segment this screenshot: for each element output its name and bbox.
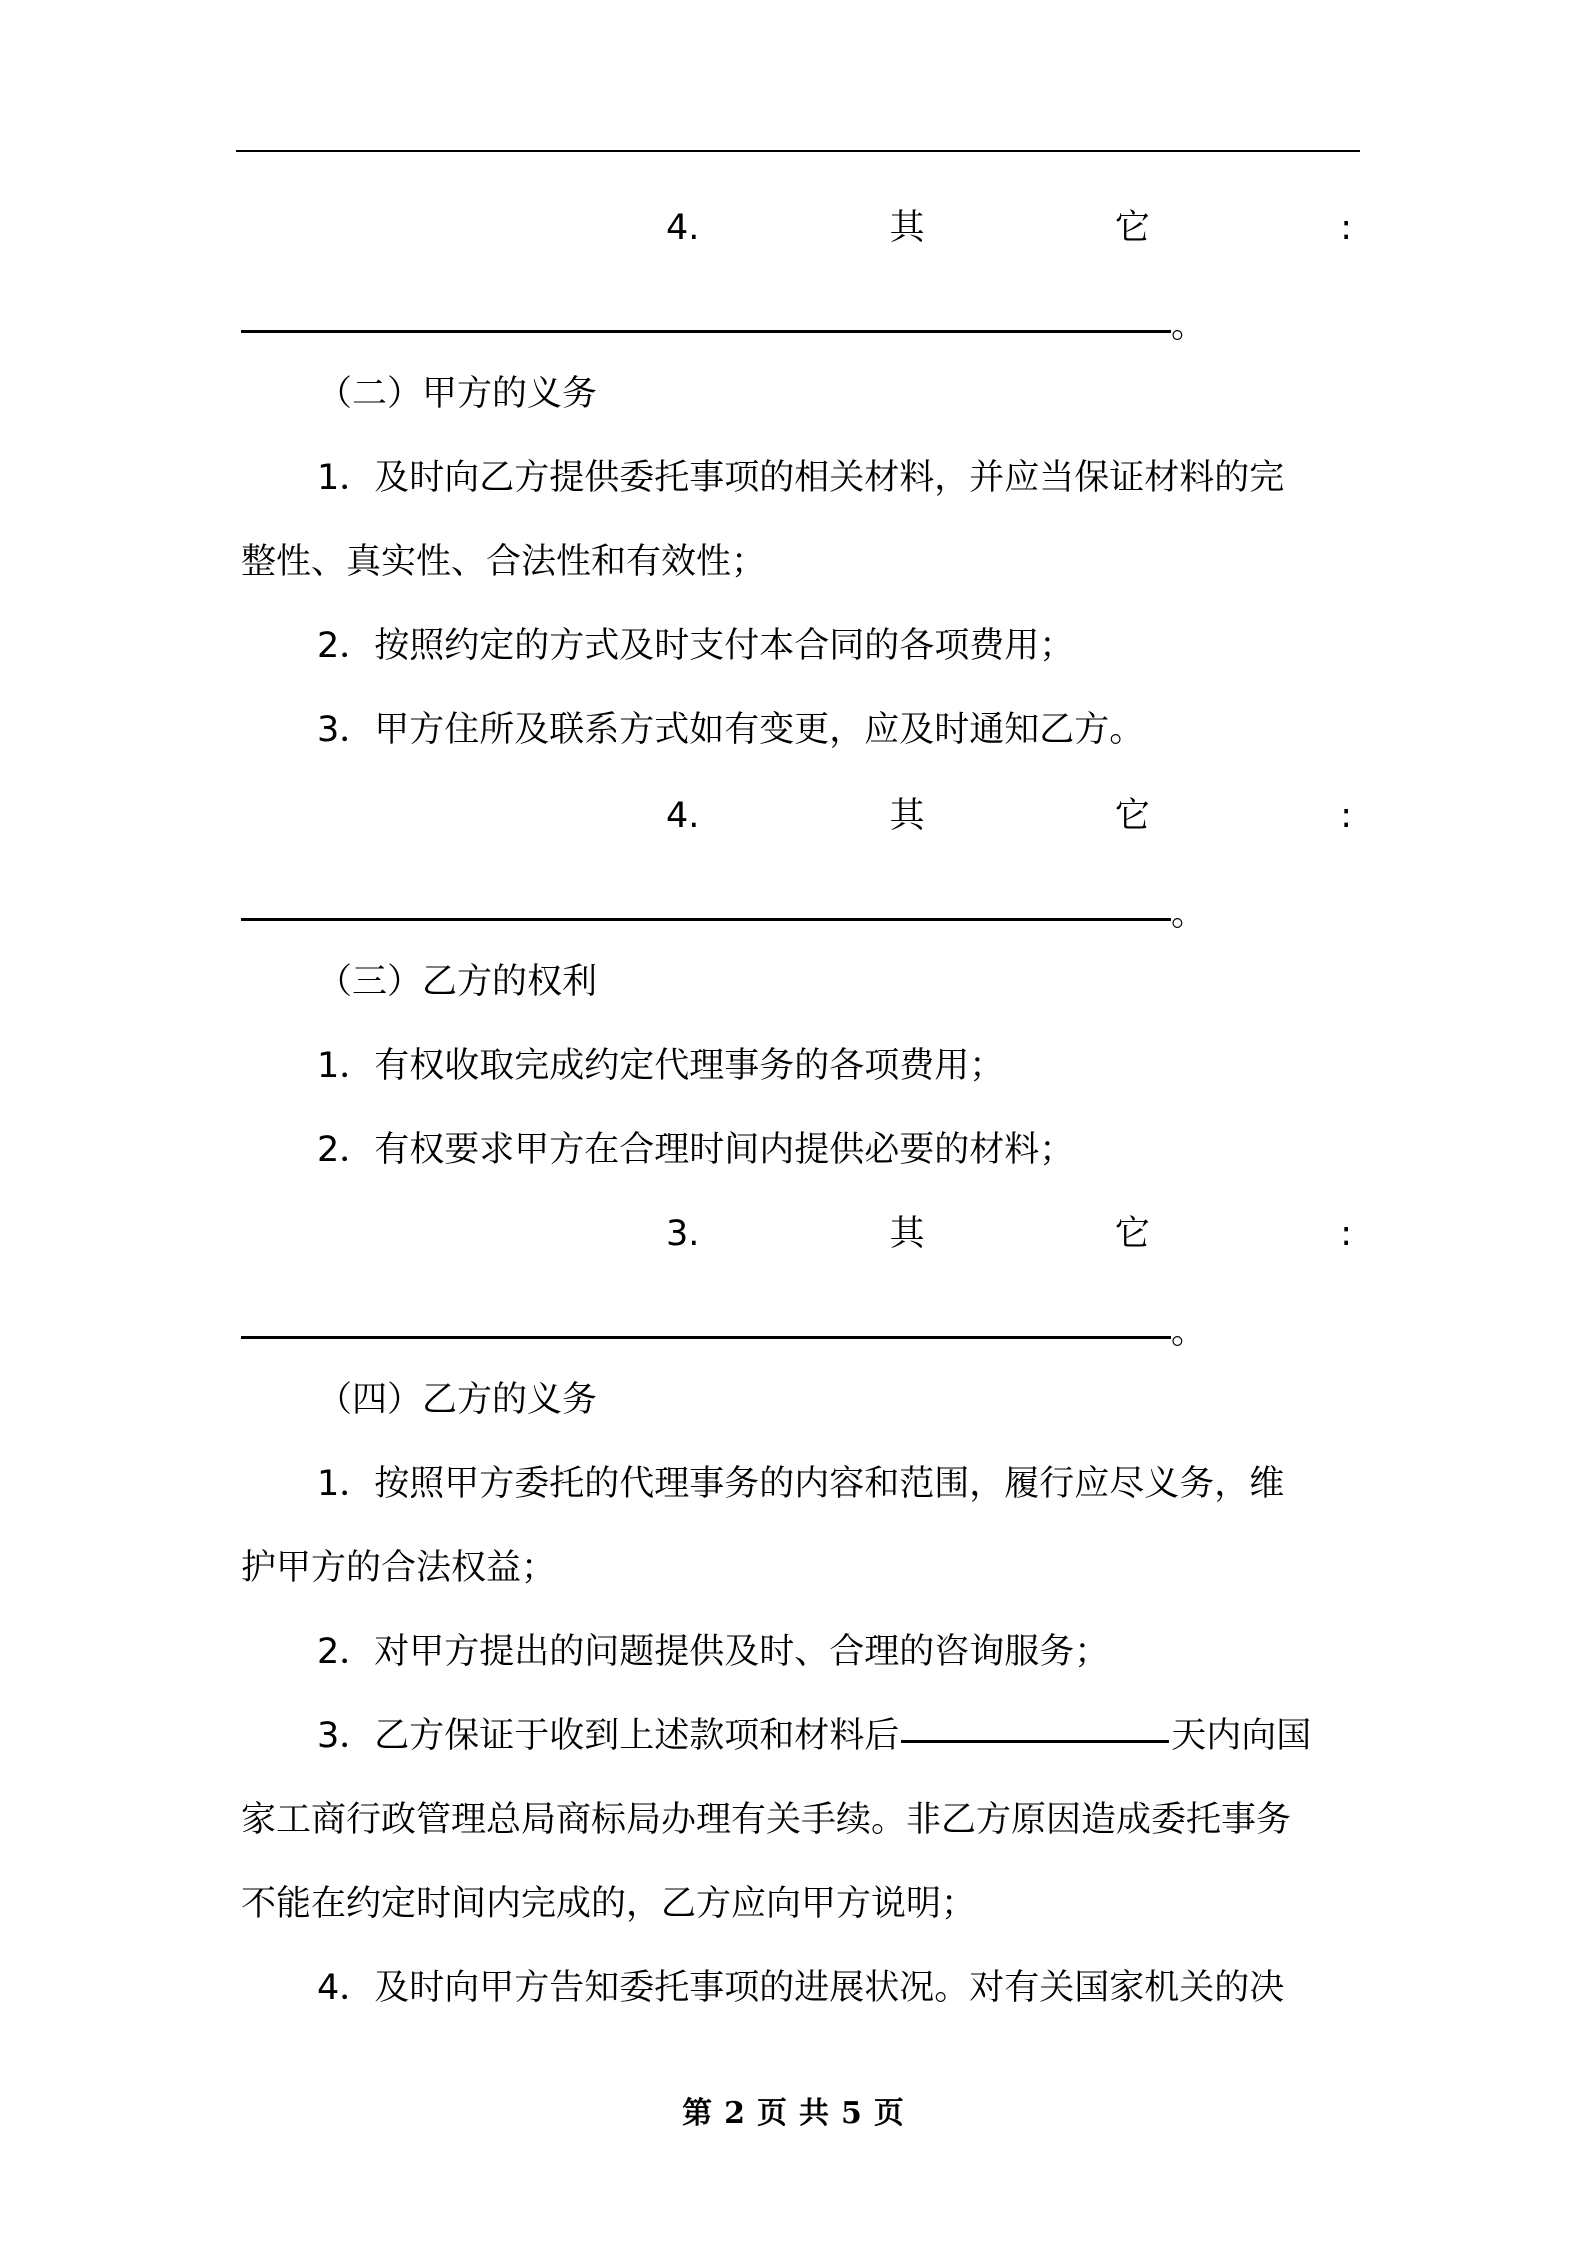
paragraph-line: 1．及时向乙方提供委托事项的相关材料，并应当保证材料的完 (317, 458, 1285, 498)
section-heading: （四）乙方的义务 (317, 1380, 598, 1420)
item-colon: : (1340, 208, 1352, 248)
paragraph-line: 家工商行政管理总局商标局办理有关手续。非乙方原因造成委托事务 (241, 1800, 1292, 1840)
paragraph-line: 护甲方的合法权益； (241, 1548, 557, 1588)
item-number: 4. (666, 208, 700, 248)
item-number: 3. (666, 1214, 700, 1254)
item-char: 它 (1114, 208, 1150, 248)
paragraph-line: 3．甲方住所及联系方式如有变更，应及时通知乙方。 (317, 710, 1145, 750)
paragraph-line: 2．对甲方提出的问题提供及时、合理的咨询服务； (317, 1632, 1110, 1672)
other-item-line (241, 1204, 1357, 1264)
paragraph-line: 不能在约定时间内完成的，乙方应向甲方说明； (241, 1884, 977, 1924)
blank-underline (241, 1336, 1171, 1339)
fill-blank-line: 。 (241, 1302, 1357, 1362)
item-char: 它 (1114, 1214, 1150, 1254)
other-item-line (241, 198, 1357, 258)
item-colon: : (1340, 796, 1352, 836)
paragraph-line: 1．有权收取完成约定代理事务的各项费用； (317, 1046, 1005, 1086)
paragraph-line: 整性、真实性、合法性和有效性； (241, 542, 767, 582)
days-blank-underline (901, 1740, 1169, 1743)
paragraph-line: 1．按照甲方委托的代理事务的内容和范围，履行应尽义务，维 (317, 1464, 1285, 1504)
item-char: 其 (889, 796, 925, 836)
item-char: 它 (1114, 796, 1150, 836)
item-char: 其 (889, 1214, 925, 1254)
item-colon: : (1340, 1214, 1352, 1254)
paragraph-line: 2．按照约定的方式及时支付本合同的各项费用； (317, 626, 1075, 666)
item-number: 4. (666, 796, 700, 836)
paragraph-line: 4．及时向甲方告知委托事项的进展状况。对有关国家机关的决 (317, 1968, 1285, 2008)
section-heading: （三）乙方的权利 (317, 962, 598, 1002)
item-char: 其 (889, 208, 925, 248)
header-rule (236, 150, 1360, 152)
fill-blank-line: 。 (241, 884, 1357, 944)
paragraph-line: 3．乙方保证于收到上述款项和材料后 天内向国 (317, 1716, 1312, 1756)
fill-blank-line: 。 (241, 296, 1357, 356)
paragraph-line: 2．有权要求甲方在合理时间内提供必要的材料； (317, 1130, 1075, 1170)
total-page-number: 5 (841, 2096, 862, 2131)
other-item-line (241, 786, 1357, 846)
section-heading: （二）甲方的义务 (317, 374, 598, 414)
page-footer: 第 2 页 共 5 页 (682, 2096, 904, 2131)
blank-underline (241, 918, 1171, 921)
current-page-number: 2 (724, 2096, 745, 2131)
blank-underline (241, 330, 1171, 333)
